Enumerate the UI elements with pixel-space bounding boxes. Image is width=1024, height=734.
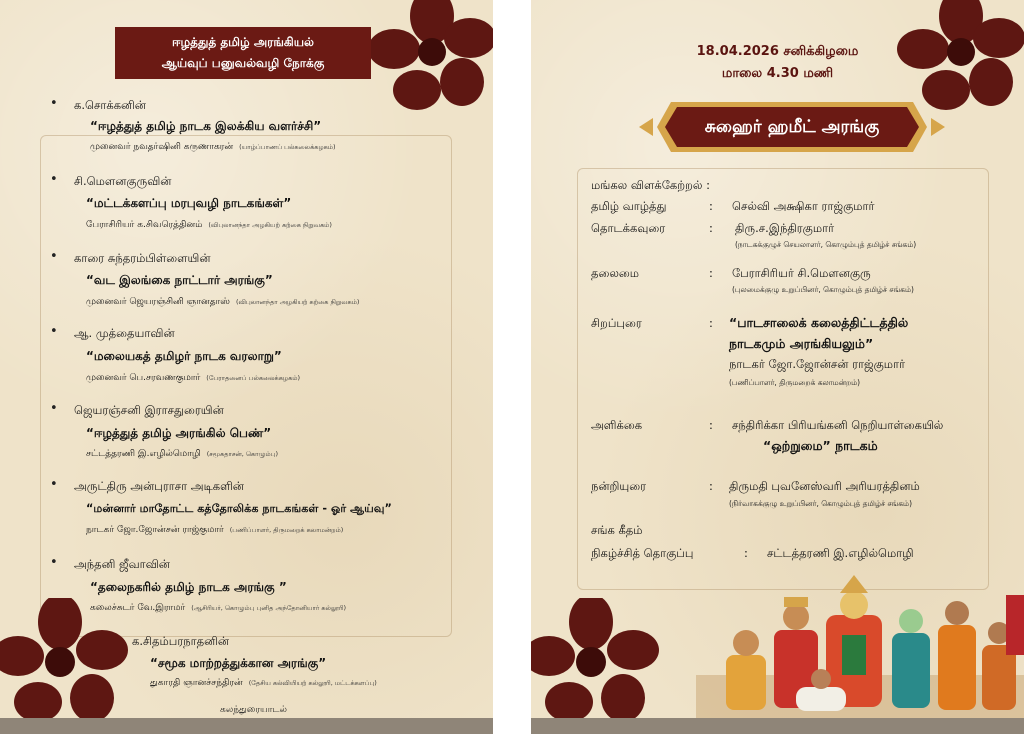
document-title-box <box>115 27 371 79</box>
entry-name: க.சொக்கனின் <box>74 98 146 112</box>
flower-ornament-icon <box>0 598 130 728</box>
title-line-1: ஈழத்துத் தமிழ் அரங்கியல் <box>172 35 314 49</box>
entry-title: “மன்னார் மாதோட்ட கத்தோலிக்க நாடகங்கள் - ஓர் ஆய்வு” <box>86 502 392 515</box>
entry-name: அருட்திரு அன்புராசா அடிகளின் <box>74 479 244 493</box>
bullet-icon: • <box>50 249 58 264</box>
program-value: சட்டத்தரணி இ.எழில்மொழி <box>767 546 914 560</box>
program-label: நிகழ்ச்சித் தொகுப்பு <box>591 546 694 560</box>
bullet-icon: • <box>50 172 58 187</box>
program-value: நாடகர் ஜோ.ஜோன்சன் ராஜ்குமார் <box>729 357 906 371</box>
bullet-icon: • <box>50 324 58 339</box>
right-page <box>531 0 1024 734</box>
program-label: தொடக்கவுரை <box>591 221 666 235</box>
program-colon: : <box>709 316 713 330</box>
program-label: மங்கல விளக்கேற்றல் : <box>591 178 710 192</box>
entry-author: துகாரதி ஞானச்சந்திரன் (தேசிய கல்வியியற் கல்லூரி, மட்டக்களப்பு) <box>150 678 377 688</box>
program-colon: : <box>744 546 748 560</box>
venue-name: சுஹைர் ஹமீட் அரங்கு <box>704 117 880 137</box>
program-label: நன்றியுரை <box>591 479 647 493</box>
bullet-icon: • <box>50 477 58 492</box>
entry-name: காரை சுந்தரம்பிள்ளையின் <box>74 251 211 265</box>
entry-title: “தலைநகரில் தமிழ் நாடக அரங்கு ” <box>90 580 287 594</box>
entry-author: முனைவர் பெ.சரவணகுமார் (பேராதனைப் பல்கலைக்கழகம்) <box>86 373 301 383</box>
program-value: “பாடசாலைக் கலைத்திட்டத்தில் <box>729 315 909 330</box>
title-line-2: ஆய்வுப் பனுவல்வழி நோக்கு <box>161 56 325 70</box>
entry-author: முனைவர் நவதர்ஷினி கருணாகரன் (யாழ்ப்பாணப் பல்கலைக்கழகம்) <box>90 142 336 152</box>
bottom-strip <box>0 718 493 734</box>
program-label: தலைமை <box>591 266 640 280</box>
bullet-icon: • <box>50 96 58 111</box>
program-colon: : <box>709 199 713 213</box>
entry-name: ஜெயரஞ்சனி இராசதுரையின் <box>74 403 224 417</box>
program-value: திருமதி புவனேஸ்வரி அரியரத்தினம் <box>729 479 920 493</box>
program-value: செல்வி அக்ஷிகா ராஜ்குமார் <box>732 199 875 213</box>
program-colon: : <box>709 418 713 432</box>
program-label: அளிக்கை <box>591 418 643 432</box>
entry-title: “மட்டக்களப்பு மரபுவழி நாடகங்கள்” <box>86 196 292 210</box>
entry-author: கலைச்சுடர் வே.இராமர் (ஆசிரியர், கொழும்பு புனித அந்தோனியார் கல்லூரி) <box>90 603 347 613</box>
entry-author: முனைவர் ஜெயரஞ்சினி ஞானதாஸ் (விபுலானந்தா அழகியற் கற்கை நிறுவகம்) <box>86 297 360 307</box>
page-footer: கலந்துரையாடல் <box>220 705 288 715</box>
program-label: சங்க கீதம் <box>591 523 643 537</box>
program-value: சந்திரிக்கா பிரியங்கனி நெறியாள்கையில் <box>732 418 944 432</box>
program-value: நாடகமும் அரங்கியலும்” <box>729 336 874 351</box>
left-page <box>0 0 493 734</box>
entry-title: “சமூக மாற்றத்துக்கான அரங்கு” <box>150 656 327 670</box>
entry-name: சி.மௌனகுருவின் <box>74 174 172 188</box>
bullet-icon: • <box>50 555 58 570</box>
program-note: (நிர்வாகக்குழு உறுப்பினர், கொழும்புத் தமிழ்ச் சங்கம்) <box>729 499 912 508</box>
program-note: (பணிப்பாளர், திருமறைக் கலாமன்றம்) <box>729 378 861 387</box>
event-date: 18.04.2026 சனிக்கிழமை <box>696 44 859 59</box>
entry-title: “மலையகத் தமிழர் நாடக வரலாறு” <box>86 349 282 363</box>
entry-name: க.சிதம்பரநாதனின் <box>132 634 230 648</box>
entry-name: அந்தனி ஜீவாவின் <box>74 557 170 571</box>
entry-author: நாடகர் ஜோ.ஜோன்சன் ராஜ்குமார் (பணிப்பாளர், திருமறைக் கலாமன்றம்) <box>86 525 344 535</box>
entry-author: சட்டத்தரணி இ.எழில்மொழி (சமூகதாசன், கொழும்பு) <box>86 449 279 459</box>
flower-ornament-icon <box>362 0 493 114</box>
flower-ornament-icon <box>531 598 661 728</box>
entry-title: “வட இலங்கை நாட்டார் அரங்கு” <box>86 273 273 287</box>
event-time: மாலை 4.30 மணி <box>721 66 834 81</box>
performers-illustration <box>696 575 1024 720</box>
program-label: தமிழ் வாழ்த்து <box>591 199 667 213</box>
bottom-strip <box>531 718 1024 734</box>
program-colon: : <box>709 221 713 235</box>
entry-author: பேராசிரியர் க.சிவரெத்தினம் (விபுலானந்தா அழகியற் கற்கை நிறுவகம்) <box>86 220 332 230</box>
program-colon: : <box>709 266 713 280</box>
entry-title: “ஈழத்துத் தமிழ் அரங்கில் பெண்” <box>86 426 272 440</box>
bullet-icon: • <box>50 401 58 416</box>
program-colon: : <box>709 479 713 493</box>
program-value: “ஒற்றுமை” நாடகம் <box>763 438 878 453</box>
entry-name: ஆ. முத்தையாவின் <box>74 326 175 340</box>
program-note: (புலமைக்குழு உறுப்பினர், கொழும்புத் தமிழ்ச் சங்கம்) <box>732 285 914 294</box>
entry-title: “ஈழத்துத் தமிழ் நாடக இலக்கிய வளர்ச்சி” <box>90 119 322 133</box>
program-label: சிறப்புரை <box>591 316 642 330</box>
program-note: (நாடகக்குழுச் செயலாளர், கொழும்புத் தமிழ்ச் சங்கம்) <box>735 240 917 249</box>
program-value: பேராசிரியர் சி.மௌனகுரு <box>732 266 871 280</box>
program-value: திரு.ச.இந்திரகுமார் <box>735 221 835 235</box>
